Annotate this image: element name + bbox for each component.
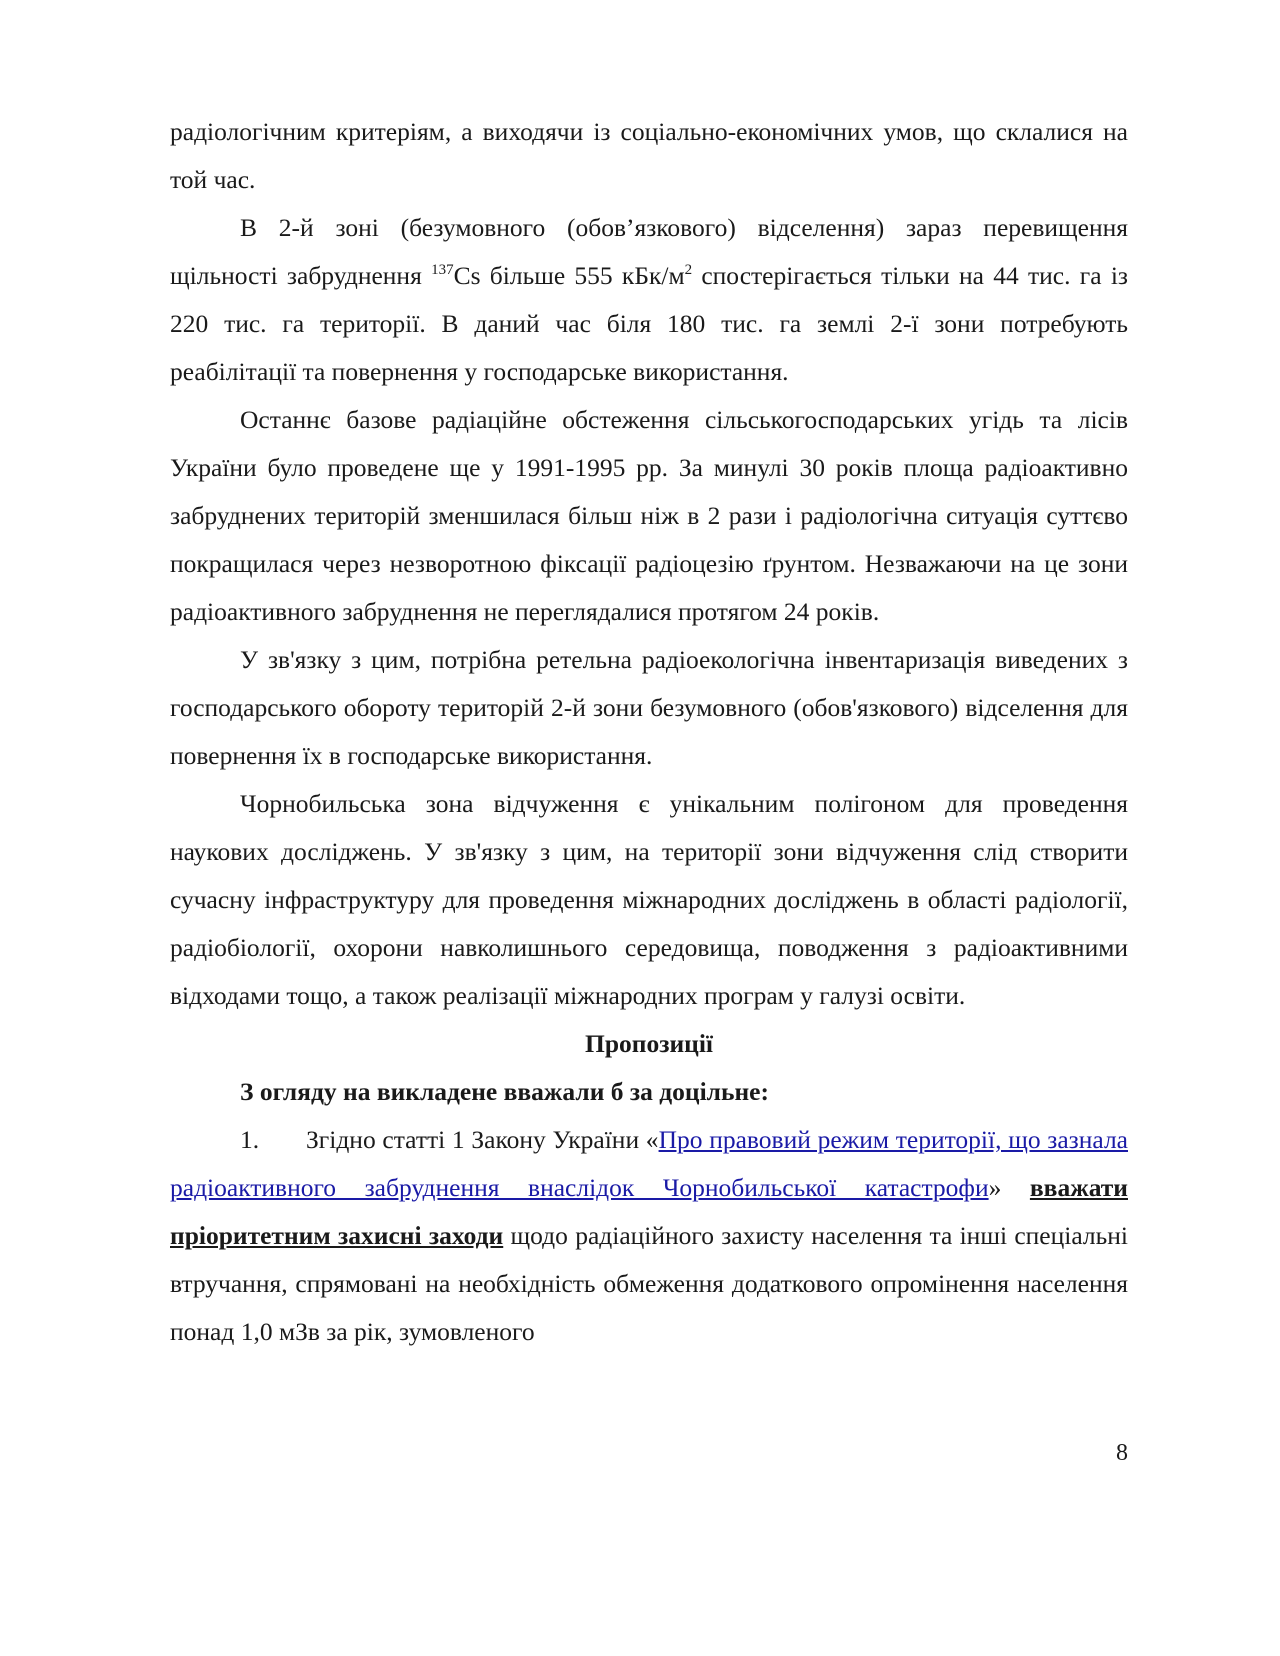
isotope-superscript: 137 (431, 261, 454, 278)
emphasis-text: вважати пріоритетним захисні заходи (170, 1173, 1128, 1250)
paragraph-2 (170, 204, 1128, 396)
document-page (170, 108, 1128, 1356)
list-item-1 (170, 1116, 1128, 1356)
paragraph-2-text-a: В 2-й зоні (безумовного (обов’язкового) відселення) зараз перевищення щільності забруднення (170, 213, 1128, 290)
list-item-text-after: щодо радіаційного захисту населення та інші спеціальні втручання, спрямовані на необхідність обмеження додаткового опромінення населення понад 1,0 мЗв за рік, зумовленого (170, 1221, 1128, 1346)
list-item-text-before: Згідно статті 1 Закону України « (306, 1125, 659, 1154)
page-number: 8 (1116, 1440, 1128, 1466)
paragraph-1: радіологічним критеріям, а виходячи із соціально-економічних умов, що склалися на той час. (170, 117, 1128, 194)
unit-superscript: 2 (684, 261, 693, 278)
paragraph-2-text-b: Cs більше 555 кБк/м (453, 261, 685, 290)
law-link[interactable]: Про правовий режим території, що зазнала радіоактивного забруднення внаслідок Чорнобильської катастрофи (170, 1125, 1128, 1202)
paragraph-4: У зв'язку з цим, потрібна ретельна радіоекологічна інвентаризація виведених з господарського обороту територій 2-й зони безумовного (обов'язкового) відселення для повернення їх в господарське використання. (170, 645, 1128, 770)
quote-close: » (988, 1173, 1002, 1202)
paragraph-5: Чорнобильська зона відчуження є унікальним полігоном для проведення наукових досліджень. У зв'язку з цим, на території зони відчуження слід створити сучасну інфраструктуру для проведення міжнародних досліджень в області радіології, радіобіології, охорони навколишнього середовища, поводження з радіоактивними відходами тощо, а також реалізації міжнародних програм у галузі освіти. (170, 789, 1128, 1010)
section-intro: З огляду на викладене вважали б за доцільне: (240, 1077, 769, 1106)
section-heading: Пропозиції (584, 1029, 713, 1058)
list-item-number: 1. (240, 1125, 260, 1154)
paragraph-2-text-c: спостерігається тільки на 44 тис. га із 220 тис. га території. В даний час біля 180 тис. га землі 2-ї зони потребують реабілітації та повернення у господарське використання. (170, 261, 1128, 386)
paragraph-3: Останнє базове радіаційне обстеження сільськогосподарських угідь та лісів України було проведене ще у 1991-1995 рр. За минулі 30 років площа радіоактивно забруднених територій зменшилася більш ніж в 2 рази і радіологічна ситуація суттєво покращилася через незворотною фіксації радіоцезію ґрунтом. Незважаючи на це зони радіоактивного забруднення не переглядалися протягом 24 років. (170, 405, 1128, 626)
